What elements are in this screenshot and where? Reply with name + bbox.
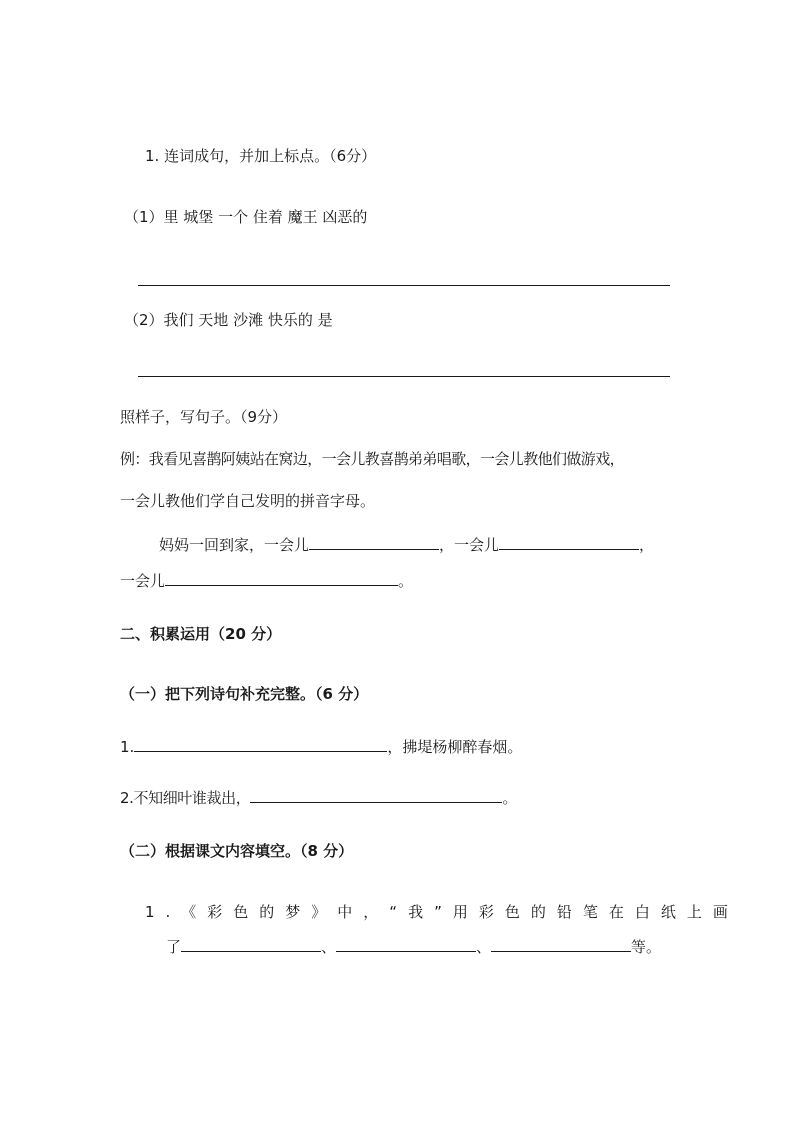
dream-blank-3[interactable]: [491, 935, 631, 952]
poem-2-tail: 。: [502, 789, 517, 807]
fill-text-e: 。: [398, 572, 414, 590]
fill-text-c: ，: [639, 536, 655, 554]
blank-3[interactable]: [165, 569, 398, 586]
c1-sep-1: 、: [321, 938, 337, 956]
colorful-dream-line-1: 1.《彩色的梦》中，“我”用彩色的铅笔在白纸上画: [145, 903, 739, 921]
poem-blank-1[interactable]: [134, 735, 387, 752]
sentence-1-words: （1）里 城堡 一个 住着 魔王 凶恶的: [124, 208, 368, 226]
fill-line-1: [159, 533, 654, 555]
poem-1-number: 1.: [120, 738, 135, 756]
colorful-dream-line-2: [166, 935, 661, 957]
fill-line-2: [120, 569, 413, 591]
poem-line-2: [120, 786, 517, 808]
fill-text-a: 妈妈一回到家，一会儿: [159, 536, 310, 554]
sentence-2-words: （2）我们 天地 沙滩 快乐的 是: [124, 311, 333, 329]
fill-text-b: ，一会儿: [439, 536, 500, 554]
imitate-heading: 照样子，写句子。（9分）: [120, 408, 288, 426]
poem-line-1: [120, 735, 522, 757]
c1-tail: 等。: [631, 938, 662, 956]
c1-head: 了: [166, 938, 182, 956]
dream-blank-1[interactable]: [181, 935, 321, 952]
poem-2-head: 2.不知细叶谁裁出，: [120, 789, 251, 807]
fill-text-d: 一会儿: [120, 572, 166, 590]
poem-subsection-title: （一）把下列诗句补充完整。（6 分）: [120, 685, 369, 703]
answer-line-1[interactable]: [138, 285, 670, 286]
blank-1[interactable]: [309, 533, 439, 550]
poem-blank-2[interactable]: [250, 786, 502, 803]
answer-line-2[interactable]: [138, 376, 670, 377]
example-line-2: 一会儿教他们学自己发明的拼音字母。: [120, 492, 376, 510]
example-line-1: 例：我看见喜鹊阿姨站在窝边，一会儿教喜鹊弟弟唱歌，一会儿教他们做游戏，: [120, 450, 625, 468]
c1-sep-2: 、: [476, 938, 492, 956]
blank-2[interactable]: [499, 533, 639, 550]
text-fill-subsection-title: （二）根据课文内容填空。（8 分）: [120, 842, 354, 860]
question-1-heading: 1. 连词成句，并加上标点。（6分）: [145, 147, 377, 165]
dream-blank-2[interactable]: [336, 935, 476, 952]
section-2-title: 二、积累运用（20 分）: [120, 625, 282, 643]
poem-1-tail: ，拂堤杨柳醉春烟。: [387, 738, 523, 756]
